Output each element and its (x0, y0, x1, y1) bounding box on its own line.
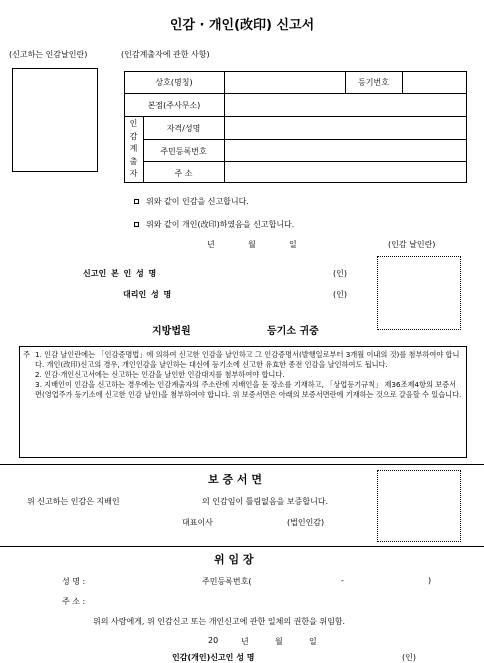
note-item: 1. 인감 날인란에는 「인감증명법」에 의하여 신고한 인감을 날인하고 그 인감증명서(발행일로부터 3개월 이내의 것)를 첨부하여야 합니다. 개인(改印)신고의 경우, 개인인감을 날인하는 대신에 등기소에 신고한 유효한 종전 인감을 날인하여도 됩니다. (35, 350, 460, 369)
date-year-label: 년 (207, 240, 215, 249)
right-seal-label: (인감 날인란) (388, 240, 436, 249)
representative-label: 대표이사 (182, 518, 213, 527)
court-label: 지방법원 (152, 326, 191, 337)
right-seal-box[interactable] (377, 256, 461, 330)
option-seal-change-checkbox[interactable] (134, 222, 139, 227)
registry-office-label: 등기소 귀중 (267, 326, 319, 337)
principal-signer-label: 신고인 본 인 성 명 (83, 269, 157, 278)
hq-field[interactable] (224, 94, 467, 116)
poa-title: 위 임 장 (214, 553, 254, 566)
option-seal-report-checkbox[interactable] (134, 199, 139, 204)
qualification-field[interactable] (224, 117, 467, 139)
poa-year-prefix: 20 (208, 636, 219, 645)
option-seal-report-label: 위와 같이 인감을 신고합니다. (146, 197, 249, 206)
address-field[interactable] (224, 162, 467, 183)
note-item: 3. 지배인이 인감을 신고하는 경우에는 인감계출자의 주소란에 지배인을 둔 장소를 기재하고, 「상업등기규칙」 제36조제4항의 보증서면(영업주가 등기소에 신고한 인감 날인)을 첨부하여야 합니다. 위 보증서면은 아래의 보증서면란에 기재하는 것으로 갈음할 수 있습니다. (35, 380, 462, 399)
corporate-seal-box[interactable] (377, 470, 461, 542)
company-name-label: 상호(명칭) (155, 78, 193, 87)
poa-signer-label: 인감(개인)신고인 성 명 (172, 653, 255, 662)
reg-number-field[interactable] (402, 71, 467, 94)
poa-resident-dash: - (341, 576, 344, 585)
company-name-field[interactable] (224, 71, 346, 94)
seal-section-label: (신고하는 인감날인란) (9, 50, 88, 59)
registrant-vertical-label: 인 감 계 출 자 (129, 119, 138, 178)
note-item: 2. 인감·개인신고서에는 신고하는 인감을 날인한 인감대지를 첨부하여야 합니다. (35, 370, 285, 379)
poa-address-label: 주 소 : (62, 597, 86, 606)
resident-number-label: 주민등록번호 (160, 147, 207, 156)
page-title: 인감 · 개인(改印) 신고서 (169, 18, 315, 33)
reg-number-label: 등기번호 (358, 78, 389, 87)
qualification-label: 자격/성명 (166, 124, 201, 133)
date-day-label: 일 (289, 240, 297, 249)
info-section-label: (인감계출자에 관한 사항) (121, 50, 210, 59)
notes-list (35, 350, 462, 400)
option-seal-change-label: 위와 같이 개인(改印)하였음을 신고합니다. (146, 220, 295, 229)
agent-seal-mark: (인) (333, 290, 347, 299)
seal-stamp-box[interactable] (12, 68, 98, 172)
guarantee-statement-a: 위 신고하는 인감은 지배인 (27, 497, 120, 506)
poa-resident-label: 주민등록번호( (202, 577, 252, 586)
poa-month-label: 월 (275, 637, 283, 646)
section-divider (0, 464, 484, 465)
address-label: 주 소 (174, 169, 193, 178)
guarantee-title: 보 증 서 면 (208, 473, 262, 486)
poa-name-label: 성 명 : (62, 577, 86, 586)
corporate-seal-mark: (법인인감) (287, 518, 325, 527)
agent-signer-label: 대리인 성 명 (123, 290, 172, 299)
hq-label: 본점(주사무소) (147, 101, 201, 110)
poa-resident-close: ) (428, 576, 432, 585)
resident-number-field[interactable] (224, 140, 467, 161)
date-month-label: 월 (248, 240, 256, 249)
guarantee-statement-b: 의 인감임이 틀림없음을 보증합니다. (202, 497, 329, 506)
poa-statement: 위의 사람에게, 위 인감신고 또는 개인신고에 관한 일체의 권한을 위임함. (93, 617, 346, 626)
section-divider (0, 546, 484, 547)
poa-day-label: 일 (309, 637, 317, 646)
poa-signer-seal: (인) (402, 653, 416, 662)
principal-seal-mark: (인) (333, 269, 347, 278)
poa-year-label: 년 (241, 637, 249, 646)
notes-mark: 주 (23, 350, 30, 359)
